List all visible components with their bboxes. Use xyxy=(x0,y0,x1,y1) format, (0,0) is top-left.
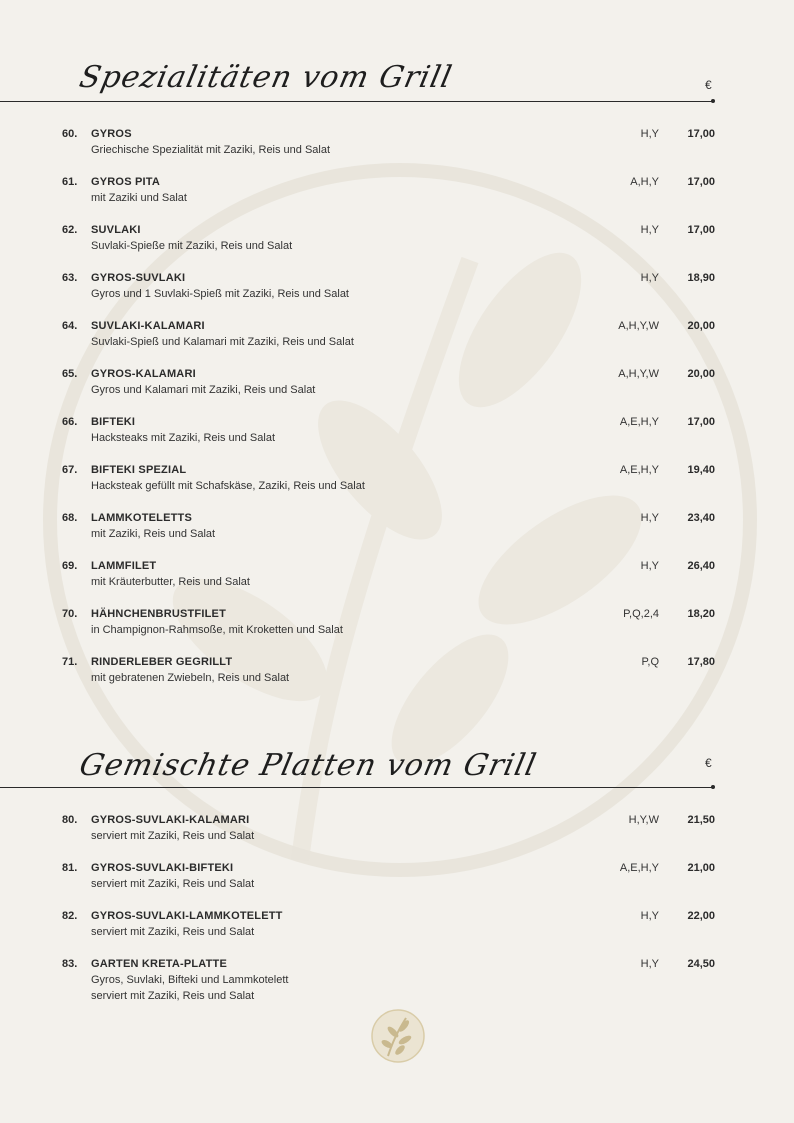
item-name: RINDERLEBER GEGRILLT xyxy=(91,656,233,668)
item-price: 17,00 xyxy=(687,224,715,236)
menu-item xyxy=(62,814,715,850)
menu-item xyxy=(62,464,715,500)
menu-item xyxy=(62,958,715,1010)
item-number: 81. xyxy=(62,862,78,874)
item-allergens: A,H,Y,W xyxy=(618,320,659,332)
item-allergens: H,Y xyxy=(640,224,659,236)
item-number: 60. xyxy=(62,128,78,140)
menu-item xyxy=(62,862,715,898)
item-allergens: H,Y,W xyxy=(628,814,659,826)
item-price: 21,50 xyxy=(687,814,715,826)
item-number: 63. xyxy=(62,272,78,284)
item-name: GYROS-KALAMARI xyxy=(91,368,196,380)
item-number: 68. xyxy=(62,512,78,524)
menu-item xyxy=(62,320,715,356)
section-title: Spezialitäten vom Grill xyxy=(76,60,456,95)
menu-item xyxy=(62,176,715,212)
item-name: BIFTEKI xyxy=(91,416,136,428)
item-name: GYROS-SUVLAKI-KALAMARI xyxy=(91,814,250,826)
menu-item xyxy=(62,416,715,452)
item-number: 69. xyxy=(62,560,78,572)
leaf-logo-icon xyxy=(370,1008,426,1064)
item-allergens: A,E,H,Y xyxy=(619,464,659,476)
item-name: HÄHNCHENBRUSTFILET xyxy=(91,608,226,620)
item-price: 26,40 xyxy=(687,560,715,572)
item-number: 80. xyxy=(62,814,78,826)
item-description: Gyros und Kalamari mit Zaziki, Reis und Salat xyxy=(91,384,316,396)
item-name: SUVLAKI xyxy=(91,224,141,236)
item-allergens: H,Y xyxy=(640,272,659,284)
currency-label: € xyxy=(705,756,712,770)
item-allergens: H,Y xyxy=(640,512,659,524)
menu-item xyxy=(62,224,715,260)
item-allergens: P,Q,2,4 xyxy=(623,608,659,620)
item-price: 20,00 xyxy=(687,320,715,332)
item-name: LAMMKOTELETTS xyxy=(91,512,192,524)
item-price: 22,00 xyxy=(687,910,715,922)
item-description: serviert mit Zaziki, Reis und Salat xyxy=(91,878,255,890)
item-number: 65. xyxy=(62,368,78,380)
item-description: Griechische Spezialität mit Zaziki, Reis und Salat xyxy=(91,144,331,156)
item-allergens: H,Y xyxy=(640,128,659,140)
item-price: 17,80 xyxy=(687,656,715,668)
item-description: Suvlaki-Spieße mit Zaziki, Reis und Salat xyxy=(91,240,293,252)
item-allergens: A,H,Y xyxy=(630,176,659,188)
item-allergens: A,H,Y,W xyxy=(618,368,659,380)
item-description: Gyros, Suvlaki, Bifteki und Lammkotelett xyxy=(91,974,289,986)
item-price: 21,00 xyxy=(687,862,715,874)
menu-item xyxy=(62,656,715,692)
menu-item xyxy=(62,512,715,548)
item-number: 82. xyxy=(62,910,78,922)
item-number: 62. xyxy=(62,224,78,236)
item-price: 18,90 xyxy=(687,272,715,284)
item-name: GYROS-SUVLAKI-BIFTEKI xyxy=(91,862,234,874)
item-price: 20,00 xyxy=(687,368,715,380)
item-description: mit gebratenen Zwiebeln, Reis und Salat xyxy=(91,672,290,684)
item-allergens: H,Y xyxy=(640,958,659,970)
item-number: 61. xyxy=(62,176,78,188)
item-description-line2: serviert mit Zaziki, Reis und Salat xyxy=(91,990,255,1002)
item-description: Hacksteaks mit Zaziki, Reis und Salat xyxy=(91,432,276,444)
item-description: Suvlaki-Spieß und Kalamari mit Zaziki, Reis und Salat xyxy=(91,336,354,348)
menu-item xyxy=(62,910,715,946)
item-description: mit Kräuterbutter, Reis und Salat xyxy=(91,576,250,588)
item-name: GARTEN KRETA-PLATTE xyxy=(91,958,227,970)
item-name: SUVLAKI-KALAMARI xyxy=(91,320,205,332)
item-name: GYROS-SUVLAKI xyxy=(91,272,186,284)
item-name: GYROS-SUVLAKI-LAMMKOTELETT xyxy=(91,910,283,922)
item-description: in Champignon-Rahmsoße, mit Kroketten und Salat xyxy=(91,624,343,636)
item-number: 70. xyxy=(62,608,78,620)
item-allergens: H,Y xyxy=(640,910,659,922)
item-price: 17,00 xyxy=(687,416,715,428)
item-name: GYROS xyxy=(91,128,132,140)
item-number: 71. xyxy=(62,656,78,668)
item-price: 19,40 xyxy=(687,464,715,476)
item-name: GYROS PITA xyxy=(91,176,161,188)
item-description: serviert mit Zaziki, Reis und Salat xyxy=(91,926,255,938)
item-description: Gyros und 1 Suvlaki-Spieß mit Zaziki, Reis und Salat xyxy=(91,288,349,300)
item-description: mit Zaziki, Reis und Salat xyxy=(91,528,216,540)
item-allergens: P,Q xyxy=(641,656,659,668)
item-price: 18,20 xyxy=(687,608,715,620)
item-number: 83. xyxy=(62,958,78,970)
item-allergens: A,E,H,Y xyxy=(619,862,659,874)
item-allergens: H,Y xyxy=(640,560,659,572)
item-description: serviert mit Zaziki, Reis und Salat xyxy=(91,830,255,842)
menu-item xyxy=(62,272,715,308)
item-name: LAMMFILET xyxy=(91,560,157,572)
item-price: 17,00 xyxy=(687,176,715,188)
divider-line xyxy=(0,101,713,102)
item-price: 17,00 xyxy=(687,128,715,140)
item-allergens: A,E,H,Y xyxy=(619,416,659,428)
item-number: 66. xyxy=(62,416,78,428)
item-description: Hacksteak gefüllt mit Schafskäse, Zaziki, Reis und Salat xyxy=(91,480,365,492)
currency-label: € xyxy=(705,78,712,92)
item-number: 64. xyxy=(62,320,78,332)
item-number: 67. xyxy=(62,464,78,476)
divider-line xyxy=(0,787,713,788)
item-description: mit Zaziki und Salat xyxy=(91,192,187,204)
menu-item xyxy=(62,368,715,404)
item-name: BIFTEKI SPEZIAL xyxy=(91,464,187,476)
section-title: Gemischte Platten vom Grill xyxy=(76,748,540,783)
item-price: 23,40 xyxy=(687,512,715,524)
menu-item xyxy=(62,608,715,644)
item-price: 24,50 xyxy=(687,958,715,970)
menu-item xyxy=(62,560,715,596)
menu-item xyxy=(62,128,715,164)
